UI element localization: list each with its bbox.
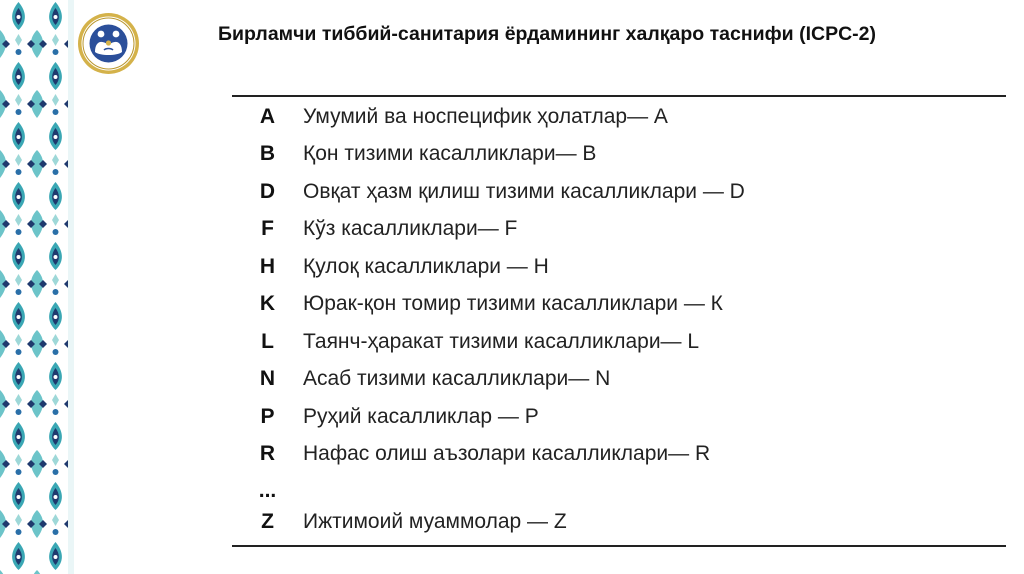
chapter-code: K: [259, 292, 276, 316]
list-item: [232, 248, 1006, 286]
list-item: [232, 136, 1006, 174]
chapter-code: Z: [261, 509, 274, 533]
chapter-code: F: [261, 217, 274, 241]
list-item: [232, 361, 1006, 399]
table-bottom-rule: [232, 545, 1006, 547]
chapter-code: D: [259, 179, 276, 203]
chapter-code: P: [260, 404, 275, 428]
chapter-description: Қулоқ касалликлари — H: [303, 254, 549, 278]
chapter-description: Юрак-қон томир тизими касалликлари — К: [303, 292, 723, 316]
chapter-description: Қон тизими касалликлари— B: [303, 142, 597, 166]
list-item: [232, 211, 1006, 249]
list-item: [232, 503, 1006, 541]
list-item: [232, 173, 1006, 211]
chapter-description: Нафас олиш аъзолари касалликлари— R: [303, 442, 711, 466]
family-emblem-icon: [77, 12, 140, 75]
list-item: [232, 323, 1006, 361]
chapter-code: B: [259, 142, 276, 166]
chapter-description: Умумий ва носпецифик ҳолатлар— A: [303, 104, 668, 128]
chapter-description: Таянч-ҳаракат тизими касалликлари— L: [303, 329, 700, 353]
ikat-pattern-border: [0, 0, 74, 574]
list-item: [232, 398, 1006, 436]
list-item: [232, 436, 1006, 474]
ellipsis-mark: ...: [258, 479, 277, 502]
chapter-code: L: [261, 329, 274, 353]
list-item: [232, 286, 1006, 324]
chapter-description: Кўз касалликлари— F: [303, 217, 518, 241]
chapter-code: H: [259, 254, 276, 278]
list-ellipsis: [232, 473, 1006, 503]
icpc-chapter-list: [232, 98, 1006, 541]
list-item: [232, 98, 1006, 136]
chapter-code: R: [259, 442, 276, 466]
page-title: Бирламчи тиббий-санитария ёрдамининг халқаро таснифи (ICPC-2): [218, 23, 876, 45]
chapter-description: Овқат ҳазм қилиш тизими касалликлари — D: [303, 179, 745, 203]
chapter-code: A: [259, 104, 276, 128]
chapter-description: Асаб тизими касалликлари— N: [303, 367, 611, 391]
chapter-description: Руҳий касалликлар — P: [303, 404, 539, 428]
table-top-rule: [232, 95, 1006, 97]
chapter-description: Ижтимоий муаммолар — Z: [303, 509, 567, 533]
chapter-code: N: [259, 367, 276, 391]
